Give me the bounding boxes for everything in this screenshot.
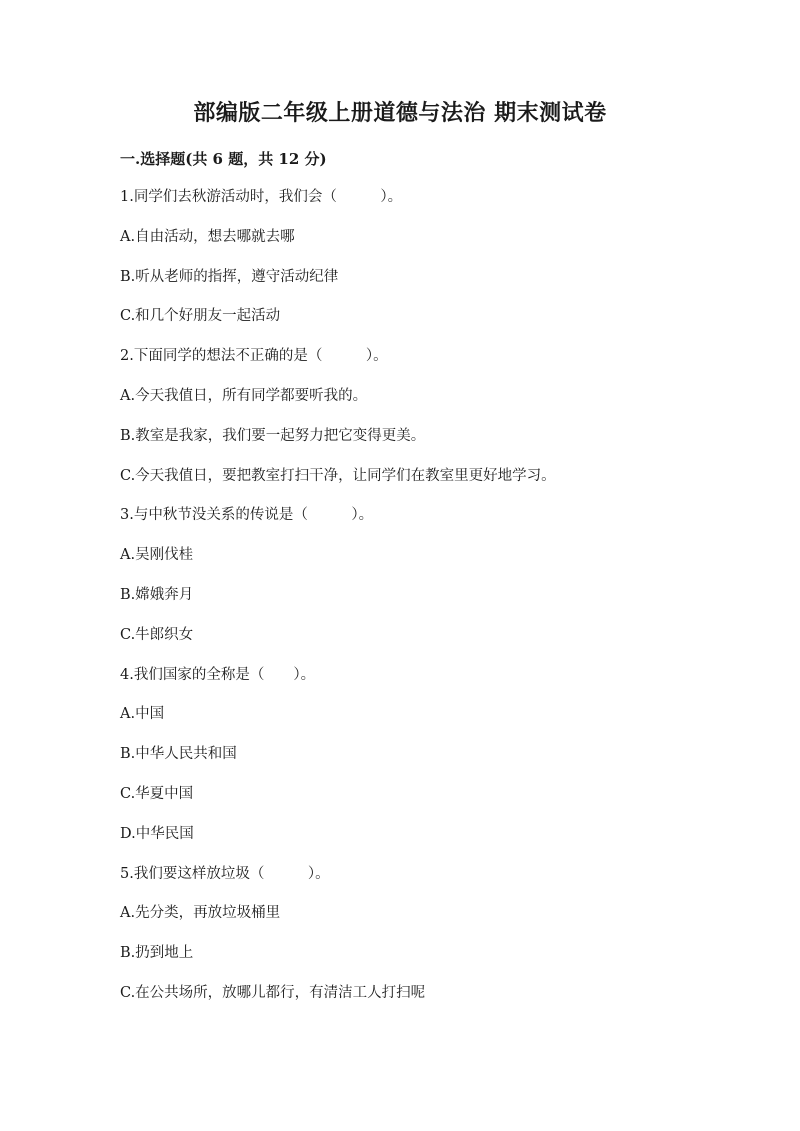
answer-option: C.华夏中国 (120, 785, 194, 802)
answer-option: B.中华人民共和国 (120, 746, 237, 763)
answer-option: A.吴刚伐桂 (120, 547, 194, 564)
answer-option: A.自由活动，想去哪就去哪 (120, 228, 295, 245)
answer-option: A.今天我值日，所有同学都要听我的。 (120, 387, 368, 404)
question-stem: 4.我们国家的全称是（ ）。 (120, 666, 316, 683)
question-list (120, 186, 740, 1022)
answer-option: C.和几个好朋友一起活动 (120, 308, 281, 325)
question-stem: 5.我们要这样放垃圾（ ）。 (120, 865, 330, 882)
page-title: 部编版二年级上册道德与法治 期末测试卷 (193, 100, 607, 126)
answer-option: A.先分类，再放垃圾桶里 (120, 905, 281, 922)
answer-option: B.听从老师的指挥，遵守活动纪律 (120, 268, 339, 285)
answer-option: C.牛郎织女 (120, 626, 194, 643)
answer-option: B.教室是我家，我们要一起努力把它变得更美。 (120, 427, 426, 444)
question-stem: 3.与中秋节没关系的传说是（ ）。 (120, 507, 374, 524)
answer-option: B.扔到地上 (120, 945, 194, 962)
answer-option: D.中华民国 (120, 825, 194, 842)
question-stem: 2.下面同学的想法不正确的是（ ）。 (120, 348, 388, 365)
question-stem: 1.同学们去秋游活动时，我们会（ ）。 (120, 189, 403, 205)
answer-option: B.嫦娥奔月 (120, 586, 194, 603)
answer-option: C.今天我值日，要把教室打扫干净，让同学们在教室里更好地学习。 (120, 467, 556, 484)
answer-option: C.在公共场所，放哪儿都行，有清洁工人打扫呢 (120, 984, 426, 1001)
answer-option: A.中国 (120, 706, 165, 723)
section-heading: 一.选择题(共 6 题，共 12 分) (120, 150, 327, 168)
